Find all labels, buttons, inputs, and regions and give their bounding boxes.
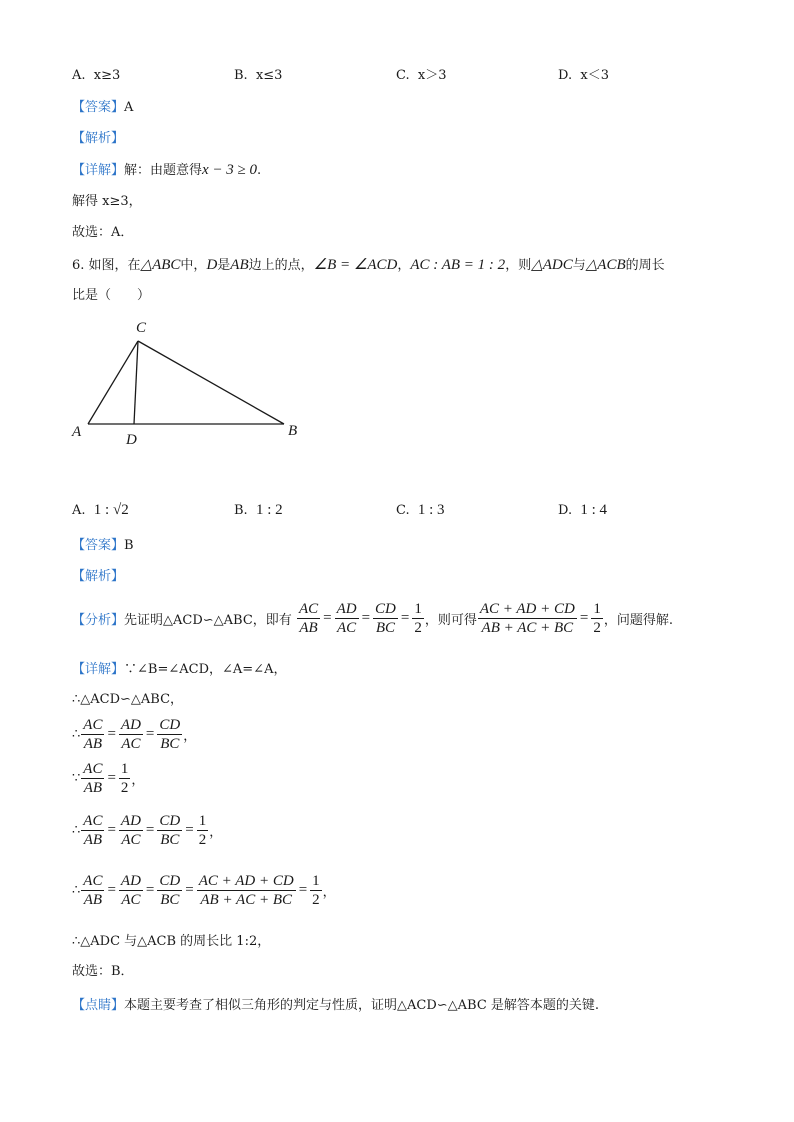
q6-option-c: C. 1 : 3	[396, 502, 445, 518]
q6-detail-6: ∴ $\frac{AC}{AB}$ = $\frac{AD}{AC}$ = $\frac{CD}{BC}$ = $\frac{AC + AD + CD}{AB + AC + BC}$ = $\frac{1}{2}$ ，	[72, 873, 336, 908]
q6-fenxi: 【分析】先证明△ACD∽△ABC，即有 $\frac{AC}{AB}$ = $\frac{AD}{AC}$ = $\frac{CD}{BC}$ = $\frac{1}{2}$ ，则可得 $\frac{AC + AD + CD}{AB + AC + BC}$ = $\frac{1}{2}$ ，问题得解.	[72, 601, 673, 636]
q6-stem-line2: 比是（ ）	[72, 288, 151, 303]
q6-dianjing: 【点睛】本题主要考查了相似三角形的判定与性质，证明△ACD∽△ABC 是解答本题的关键.	[72, 998, 600, 1013]
label-b: B	[288, 423, 298, 439]
q6-detail-last: ∴△ADC 与△ACB 的周长比 1:2，	[72, 934, 271, 949]
segment-cd	[134, 341, 138, 424]
q5-analysis-tag: 【解析】	[72, 131, 125, 146]
label-a: A	[72, 424, 82, 440]
q5-option-a: A. x≥3	[72, 68, 121, 83]
q6-stem-line1: 6. 如图，在△ABC中，D是AB边上的点，∠B = ∠ACD，AC : AB = 1 : 2，则△ADC与△ACB的周长	[72, 257, 665, 273]
q6-detail-5: ∴ $\frac{AC}{AB}$ = $\frac{AD}{AC}$ = $\frac{CD}{BC}$ = $\frac{1}{2}$ ，	[72, 813, 223, 848]
q6-detail-2: ∴△ACD∽△ABC，	[72, 692, 184, 707]
q6-detail-1: 【详解】∵∠B=∠ACD，∠A=∠A，	[72, 662, 287, 677]
q6-detail-4: ∵ $\frac{AC}{AB}$ = $\frac{1}{2}$ ，	[72, 761, 145, 796]
q6-option-a: A. 1 : √2	[72, 502, 129, 518]
segment-ac	[88, 341, 138, 424]
q6-choose: 故选：B．	[72, 964, 134, 979]
q5-detail: 【详解】解：由题意得x − 3 ≥ 0.	[72, 162, 262, 178]
triangle-figure	[60, 308, 320, 458]
q6-analysis-tag: 【解析】	[72, 569, 125, 584]
label-d: D	[126, 432, 137, 448]
q6-option-d: D. 1 : 4	[558, 502, 608, 518]
q5-option-b: B. x≤3	[234, 68, 283, 83]
q6-detail-3: ∴ $\frac{AC}{AB}$ = $\frac{AD}{AC}$ = $\frac{CD}{BC}$ ，	[72, 717, 197, 752]
q5-solve: 解得 x≥3，	[72, 194, 142, 209]
q6-answer: 【答案】B	[72, 538, 134, 553]
label-c: C	[136, 320, 147, 336]
q6-option-b: B. 1 : 2	[234, 502, 283, 518]
q5-answer: 【答案】A	[72, 100, 134, 115]
q5-option-c: C. x＞3	[396, 68, 447, 83]
q5-choose: 故选：A．	[72, 225, 134, 240]
segment-cb	[138, 341, 284, 424]
q5-option-d: D. x＜3	[558, 68, 609, 83]
